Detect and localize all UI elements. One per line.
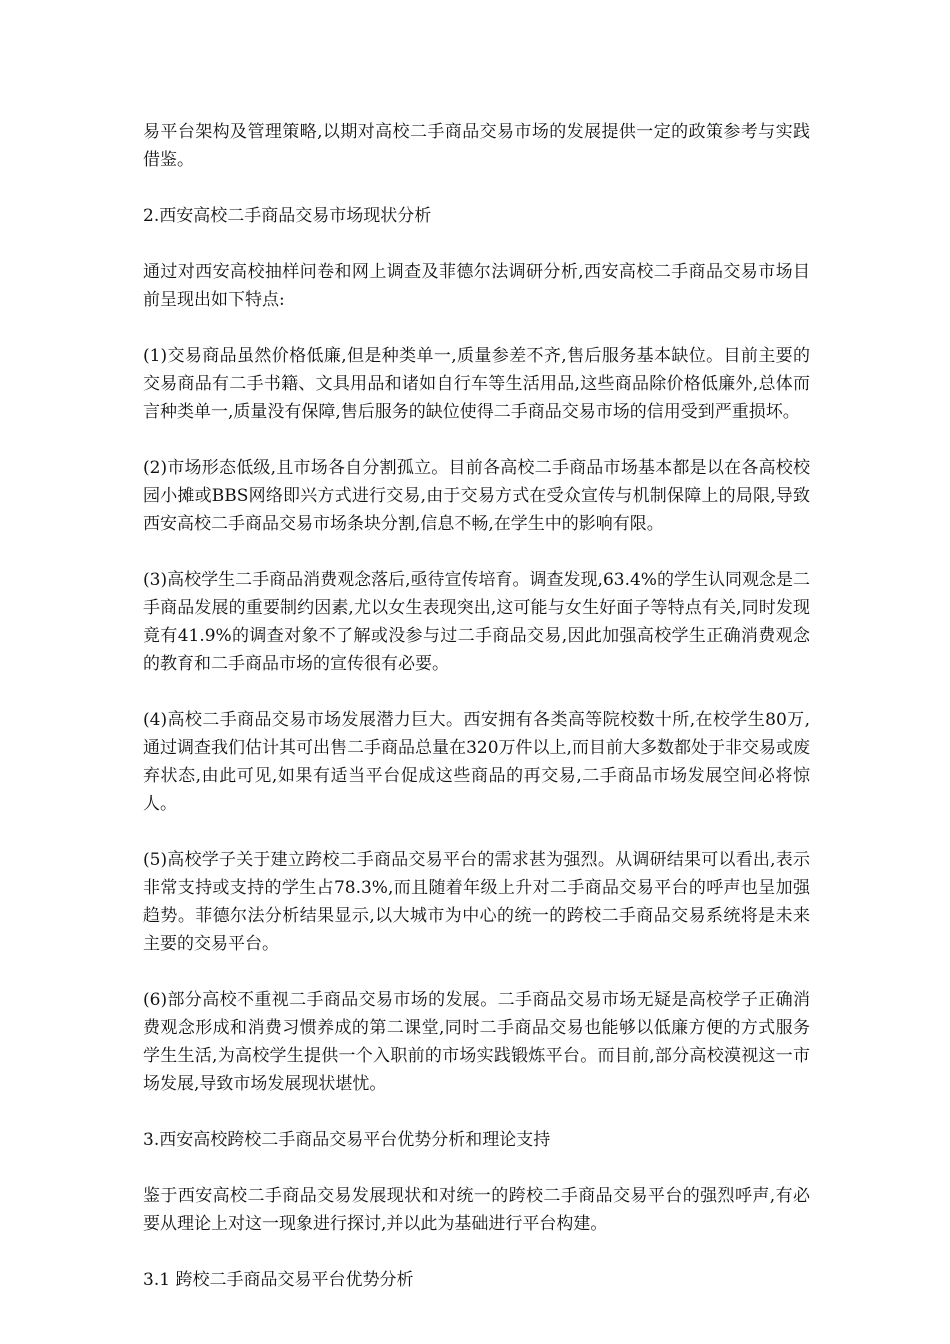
paragraph-point-3: (3)高校学生二手商品消费观念落后,亟待宣传培育。调查发现,63.4%的学生认同观念是二手商品发展的重要制约因素,尤以女生表现突出,这可能与女生好面子等特点有关,同时发现竟有41.9%的调查对象不了解或没参与过二手商品交易,因此加强高校学生正确消费观念的教育和二手商品市场的宣传很有必要。	[143, 570, 810, 674]
paragraph-survey-intro: 通过对西安高校抽样问卷和网上调查及菲德尔法调研分析,西安高校二手商品交易市场目前呈现出如下特点:	[143, 262, 810, 310]
section-heading-3: 3.西安高校跨校二手商品交易平台优势分析和理论支持	[143, 1130, 551, 1150]
paragraph-point-4: (4)高校二手商品交易市场发展潜力巨大。西安拥有各类高等院校数十所,在校学生80万,通过调查我们估计其可出售二手商品总量在320万件以上,而目前大多数都处于非交易或废弃状态,由此可见,如果有适当平台促成这些商品的再交易,二手商品市场发展空间必将惊人。	[143, 710, 810, 814]
paragraph-point-6: (6)部分高校不重视二手商品交易市场的发展。二手商品交易市场无疑是高校学子正确消费观念形成和消费习惯养成的第二课堂,同时二手商品交易也能够以低廉方便的方式服务学生生活,为高校学生提供一个入职前的市场实践锻炼平台。而目前,部分高校漠视这一市场发展,导致市场发展现状堪忧。	[143, 990, 810, 1094]
paragraph-point-2: (2)市场形态低级,且市场各自分割孤立。目前各高校二手商品市场基本都是以在各高校校园小摊或BBS网络即兴方式进行交易,由于交易方式在受众宣传与机制保障上的局限,导致西安高校二手商品交易市场条块分割,信息不畅,在学生中的影响有限。	[143, 458, 810, 534]
document-page	[143, 118, 810, 1294]
paragraph-point-1: (1)交易商品虽然价格低廉,但是种类单一,质量参差不齐,售后服务基本缺位。目前主要的交易商品有二手书籍、文具用品和诸如自行车等生活用品,这些商品除价格低廉外,总体而言种类单一,质量没有保障,售后服务的缺位使得二手商品交易市场的信用受到严重损坏。	[143, 346, 810, 422]
paragraph-point-5: (5)高校学子关于建立跨校二手商品交易平台的需求甚为强烈。从调研结果可以看出,表示非常支持或支持的学生占78.3%,而且随着年级上升对二手商品交易平台的呼声也呈加强趋势。菲德尔法分析结果显示,以大城市为中心的统一的跨校二手商品交易系统将是未来主要的交易平台。	[143, 850, 810, 954]
subsection-heading-3-1: 3.1 跨校二手商品交易平台优势分析	[143, 1270, 414, 1290]
paragraph-intro-continued: 易平台架构及管理策略,以期对高校二手商品交易市场的发展提供一定的政策参考与实践借鉴。	[143, 122, 810, 170]
paragraph-section-3-intro: 鉴于西安高校二手商品交易发展现状和对统一的跨校二手商品交易平台的强烈呼声,有必要从理论上对这一现象进行探讨,并以此为基础进行平台构建。	[143, 1186, 810, 1234]
section-heading-2: 2.西安高校二手商品交易市场现状分析	[143, 206, 432, 226]
